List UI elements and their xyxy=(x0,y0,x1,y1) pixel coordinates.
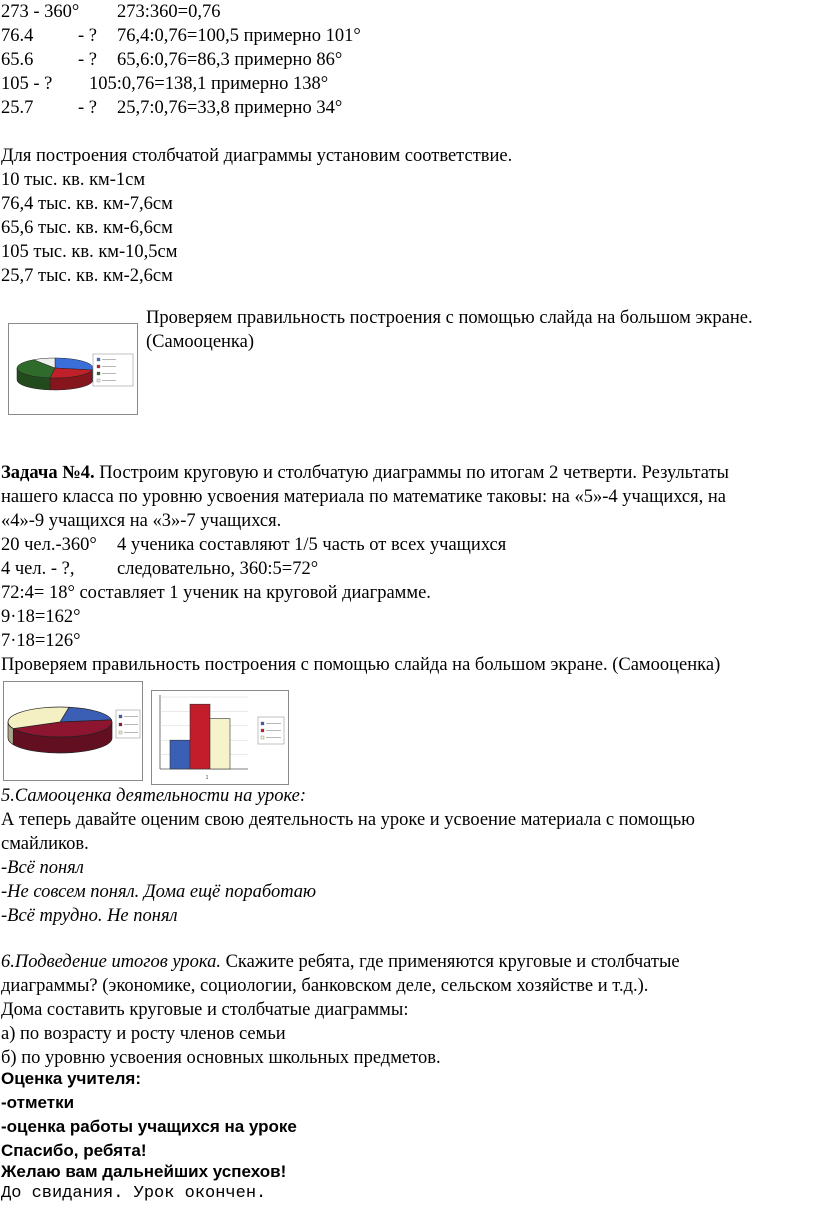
closing-line-5: Желаю вам дальнейших успехов! xyxy=(1,1162,287,1181)
section6-line-1 xyxy=(1,950,680,974)
scale-row: 105 тыс. кв. км-10,5см xyxy=(1,242,178,262)
section6-heading: 6.Подведение итогов урока. xyxy=(1,952,221,972)
pie-slide-figure-1 xyxy=(8,323,138,415)
check-line-1: Проверяем правильность построения с помощью слайда на большом экране. xyxy=(146,308,753,328)
bar-chart xyxy=(152,691,288,784)
calc-row-5 xyxy=(0,96,816,120)
task4-line-1 xyxy=(1,461,729,485)
task4-row-1 xyxy=(0,533,816,557)
check-line-2: (Самооценка) xyxy=(146,332,255,352)
bar-1 xyxy=(170,740,190,769)
pie-chart-2 xyxy=(4,682,142,780)
bar-bars-group xyxy=(170,704,230,769)
section6-line-2: диаграммы? (экономике, социологии, банковском деле, сельском хозяйстве и т.д.). xyxy=(1,976,649,996)
bar-2 xyxy=(190,704,210,769)
section5-option-2: -Не совсем понял. Дома ещё поработаю xyxy=(1,882,317,902)
bar-intro: Для построения столбчатой диаграммы установим соответствие. xyxy=(1,146,513,166)
task4-row-2 xyxy=(0,557,816,581)
pie2-legend-marker-1 xyxy=(119,715,122,718)
scale-row: 25,7 тыс. кв. км-2,6см xyxy=(1,266,173,286)
task4-line-72: 72:4= 18° составляет 1 ученик на круговой диаграмме. xyxy=(1,583,431,603)
section6-line-5: б) по уровню усвоения основных школьных предметов. xyxy=(1,1048,441,1068)
task4-line-126: 7·18=126° xyxy=(1,631,81,651)
bar-3 xyxy=(210,719,230,769)
pie1-legend-marker-1 xyxy=(97,358,100,361)
calc-row-1 xyxy=(0,0,816,24)
calc-mid: - ? xyxy=(78,50,97,70)
closing-line-1: Оценка учителя: xyxy=(1,1069,142,1088)
task4-line-162: 9·18=162° xyxy=(1,607,81,627)
calc-left: 65.6 xyxy=(1,50,34,70)
pie-slide-figure-2 xyxy=(3,681,143,781)
check-line-3: Проверяем правильность построения с помощью слайда на большом экране. (Самооценка) xyxy=(1,655,721,675)
closing-line-3: -оценка работы учащихся на уроке xyxy=(1,1117,297,1136)
calc-left: 105 - ? xyxy=(1,74,53,94)
bar-legend-marker-2 xyxy=(261,729,264,732)
section6-line-4: а) по возрасту и росту членов семьи xyxy=(1,1024,286,1044)
calc-right: 273:360=0,76 xyxy=(117,2,221,22)
pie2-legend-marker-2 xyxy=(119,723,122,726)
calc-right: 105:0,76=138,1 примерно 138° xyxy=(89,74,329,94)
pie1-top-group xyxy=(17,358,93,378)
scale-row: 10 тыс. кв. км-1см xyxy=(1,170,146,190)
pie1-legend-marker-3 xyxy=(97,372,100,375)
task4-row2-right: следовательно, 360:5=72° xyxy=(117,559,319,579)
section5-line-1: А теперь давайте оценим свою деятельность на уроке и усвоение материала с помощью xyxy=(1,810,695,830)
scale-row: 65,6 тыс. кв. км-6,6см xyxy=(1,218,173,238)
calc-left: 273 - 360° xyxy=(1,2,80,22)
bar-legend-marker-1 xyxy=(261,722,264,725)
calc-right: 65,6:0,76=86,3 примерно 86° xyxy=(117,50,343,70)
calc-mid: - ? xyxy=(78,98,97,118)
pie1-legend-marker-2 xyxy=(97,365,100,368)
calc-mid: - ? xyxy=(78,26,97,46)
calc-right: 25,7:0,76=33,8 примерно 34° xyxy=(117,98,343,118)
task4-row2-left: 4 чел. - ?, xyxy=(1,559,75,579)
section6-line-3: Дома составить круговые и столбчатые диаграммы: xyxy=(1,1000,409,1020)
calc-row-2 xyxy=(0,24,816,48)
task4-line-3: «4»-9 учащихся на «3»-7 учащихся. xyxy=(1,511,282,531)
pie2-top-group xyxy=(8,707,112,737)
task4-line1-text: Построим круговую и столбчатую диаграммы по итогам 2 четверти. Результаты xyxy=(94,463,729,483)
closing-line-2: -отметки xyxy=(1,1093,75,1112)
calc-left: 25.7 xyxy=(1,98,34,118)
calc-right: 76,4:0,76=100,5 примерно 101° xyxy=(117,26,361,46)
pie2-legend-marker-3 xyxy=(119,731,122,734)
section5-heading: 5.Самооценка деятельности на уроке: xyxy=(1,786,307,806)
bar-slide-figure xyxy=(151,690,289,785)
section5-line-2: смайликов. xyxy=(1,834,89,854)
calc-row-3 xyxy=(0,48,816,72)
closing-line-6: До свидания. Урок окончен. xyxy=(1,1184,267,1203)
task4-row1-right: 4 ученика составляют 1/5 часть от всех учащихся xyxy=(117,535,507,555)
calc-row-4 xyxy=(0,72,816,96)
section5-option-3: -Всё трудно. Не понял xyxy=(1,906,178,926)
scale-row: 76,4 тыс. кв. км-7,6см xyxy=(1,194,173,214)
pie1-legend-marker-4 xyxy=(97,379,100,382)
closing-line-4: Спасибо, ребята! xyxy=(1,1141,147,1160)
pie-chart-1 xyxy=(9,324,137,414)
section5-option-1: -Всё понял xyxy=(1,858,84,878)
bar-x-tick: 1 xyxy=(205,775,209,781)
task4-label: Задача №4. xyxy=(1,463,95,483)
section6-line1-text: Скажите ребята, где применяются круговые и столбчатые xyxy=(220,952,680,972)
task4-row1-left: 20 чел.-360° xyxy=(1,535,97,555)
bar-legend-marker-3 xyxy=(261,736,264,739)
calc-left: 76.4 xyxy=(1,26,34,46)
task4-line-2: нашего класса по уровню усвоения материала по математике таковы: на «5»-4 учащихся, на xyxy=(1,487,727,507)
